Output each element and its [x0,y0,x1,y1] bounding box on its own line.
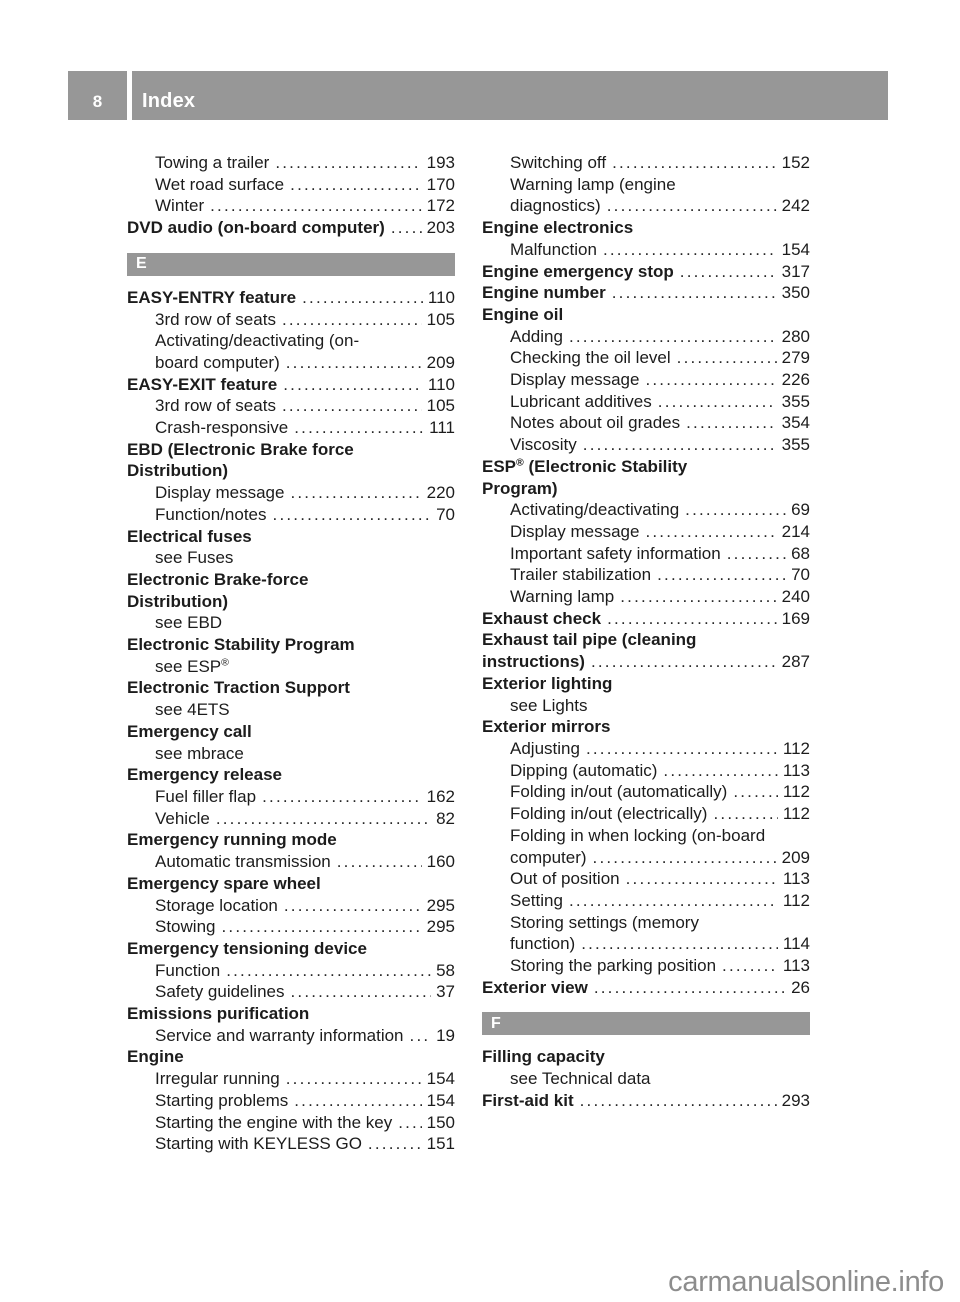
dot-leader [569,890,778,912]
index-entry [482,933,810,955]
index-entry-text: Emergency spare wheel [127,873,321,893]
index-entry-text: Electronic Stability Program [127,635,355,655]
index-entry [127,960,455,982]
index-entry-text: see Fuses [155,548,234,568]
index-entry-text: instructions) [482,652,585,672]
dot-leader [282,395,422,417]
index-column-left [127,152,455,1155]
index-entry [482,695,810,717]
page-number-ref: 110 [427,287,455,307]
index-entry [482,781,810,803]
index-entry [482,912,810,934]
index-entry [482,825,810,847]
page-number-ref: 172 [426,196,455,216]
index-entry [127,851,455,873]
index-entry [127,460,455,482]
index-entry [127,1112,455,1134]
page-number-ref: 154 [426,1069,455,1089]
page-number-ref: 37 [436,982,455,1002]
dot-leader [290,174,421,196]
dot-leader [391,217,422,239]
page-number-ref: 112 [782,804,810,824]
page-title: Index [142,90,196,112]
index-entry [127,547,455,569]
index-entry [127,504,455,526]
dot-leader [733,781,778,803]
index-content [127,152,810,1155]
dot-leader [282,309,422,331]
index-entry-text: Checking the oil level [510,348,671,368]
index-entry-text: First-aid kit [482,1090,574,1110]
dot-leader [368,1133,422,1155]
index-entry [127,195,455,217]
index-entry [127,482,455,504]
index-entry [482,586,810,608]
dot-leader [591,651,777,673]
dot-leader [569,326,777,348]
index-entry [127,699,455,721]
dot-leader [581,933,778,955]
section-header-e [127,253,455,276]
index-entry-text: diagnostics) [510,196,601,216]
dot-leader [620,586,776,608]
dot-leader [663,760,777,782]
index-entry [482,1090,810,1112]
page-number-ref: 242 [781,196,810,216]
page-number-ref: 58 [436,960,455,980]
index-entry [482,174,810,196]
index-entry-text: Safety guidelines [155,982,285,1002]
index-entry [482,152,810,174]
index-entry-text: Electronic Traction Support [127,678,350,698]
index-entry-text: Adjusting [510,738,580,758]
index-entry [127,829,455,851]
page-number-ref: 113 [782,760,810,780]
page-number-ref: 350 [781,283,810,303]
index-entry [127,808,455,830]
dot-leader [410,1025,432,1047]
page-number-ref: 154 [781,239,810,259]
index-entry [127,634,455,656]
index-entry-text: Engine number [482,283,606,303]
dot-leader [583,434,777,456]
dot-leader [286,352,422,374]
index-entry [127,1025,455,1047]
page-number-ref: 295 [426,895,455,915]
index-entry-text: Storage location [155,895,278,915]
page-number-ref: 203 [426,218,455,238]
index-entry-text: Setting [510,890,563,910]
index-entry-text: Emergency call [127,721,252,741]
dot-leader [645,521,776,543]
page-number-ref: 82 [436,808,455,828]
page-number-ref: 114 [782,934,810,954]
dot-leader [283,374,423,396]
index-entry-text: Malfunction [510,239,597,259]
page-number-ref: 193 [426,153,455,172]
dot-leader [607,195,777,217]
index-entry-text: Towing a trailer [155,153,270,172]
index-entry [127,217,455,239]
page-number-ref: 112 [782,782,810,802]
index-entry [127,330,455,352]
index-entry-text: Adding [510,326,563,346]
index-entry [127,417,455,439]
page-number-ref: 220 [426,483,455,503]
dot-leader [286,1068,422,1090]
index-entry [482,434,810,456]
index-entry [482,1046,810,1068]
index-entry-text: Fuel filler flap [155,786,257,806]
dot-leader [337,851,422,873]
dot-leader [722,955,778,977]
index-entry-text: see 4ETS [155,700,230,720]
dot-leader [275,152,421,174]
page-number-ref: 69 [791,500,810,520]
index-entry [127,352,455,374]
dot-leader [603,239,777,261]
index-entry-text: Viscosity [510,435,577,455]
page-number-ref: 19 [436,1025,455,1045]
index-entry-text: see Technical data [510,1069,651,1089]
index-entry [127,612,455,634]
page-number-badge [68,71,127,120]
index-entry [127,569,455,591]
index-entry [482,326,810,348]
index-entry-text: Irregular running [155,1069,280,1089]
section-header-f [482,1012,810,1035]
page-number-ref: 105 [426,309,455,329]
page-number-ref: 150 [426,1112,455,1132]
dot-leader [216,808,431,830]
index-entry [482,521,810,543]
index-entry [482,803,810,825]
page-number-ref: 112 [782,738,810,758]
index-entry-text: Stowing [155,917,216,937]
dot-leader [221,916,421,938]
page-number-ref: 214 [781,521,810,541]
index-entry-text: Storing settings (memory [510,912,699,932]
index-entry-text: Function/notes [155,504,267,524]
page-number-ref: 152 [781,153,810,172]
dot-leader [398,1112,421,1134]
index-entry-text: DVD audio (on-board computer) [127,218,385,238]
page-number-ref: 110 [427,374,455,394]
index-entry [127,439,455,461]
index-entry [127,1090,455,1112]
index-entry-text: Notes about oil grades [510,413,681,433]
dot-leader [273,504,432,526]
index-entry-text: Important safety information [510,543,721,563]
index-entry-text: Activating/deactivating [510,500,680,520]
dot-leader [612,152,777,174]
index-entry-text: 3rd row of seats [155,396,276,416]
index-entry [482,955,810,977]
registered-trademark-symbol: ® [516,456,524,469]
index-entry [482,1068,810,1090]
dot-leader [594,977,786,999]
index-entry-text: Exterior lighting [482,673,613,693]
page-number-ref: 105 [426,396,455,416]
index-entry-text: Storing the parking position [510,956,717,976]
index-entry-text: Engine oil [482,304,564,324]
index-entry-text: Folding in when locking (on-board [510,825,766,845]
index-entry-text: Activating/deactivating (on- [155,331,360,351]
index-entry-text: Warning lamp [510,587,615,607]
index-entry-text: Crash-responsive [155,418,289,438]
index-entry-text: Starting problems [155,1090,289,1110]
index-entry-text: Winter [155,196,205,216]
section-letter: E [136,255,147,273]
index-entry [482,608,810,630]
index-entry [482,282,810,304]
index-entry [127,152,455,174]
index-entry [127,656,455,678]
index-entry-text: see ESP® [155,656,229,676]
index-entry-text: Dipping (automatic) [510,760,658,780]
page-number-ref: 70 [791,565,810,585]
page-number-ref: 280 [781,326,810,346]
index-entry [482,760,810,782]
index-entry [127,938,455,960]
index-entry-text: Wet road surface [155,174,285,194]
index-entry-text: EASY-EXIT feature [127,374,278,394]
dot-leader [294,417,424,439]
dot-leader [727,543,786,565]
page-number-ref: 170 [426,174,455,194]
index-entry [127,591,455,613]
dot-leader [612,282,777,304]
index-entry-text: EASY-ENTRY feature [127,287,297,307]
dot-leader [226,960,431,982]
page-number-ref: 279 [781,348,810,368]
index-entry-text: Starting the engine with the key [155,1112,393,1132]
index-entry-text: Exhaust check [482,608,602,628]
page-number-ref: 160 [426,852,455,872]
index-entry [482,847,810,869]
dot-leader [290,482,421,504]
index-entry-text: Engine emergency stop [482,261,674,281]
dot-leader [686,412,777,434]
page-header [68,71,888,120]
index-entry [482,673,810,695]
section-letter: F [491,1015,501,1033]
index-entry-text: Electrical fuses [127,526,252,546]
index-entry [127,895,455,917]
index-entry [127,786,455,808]
page-number-ref: 354 [781,413,810,433]
index-entry-text: Lubricant additives [510,391,652,411]
page-number-ref: 113 [782,956,810,976]
index-entry [482,456,810,478]
index-entry-text: Emissions purification [127,1004,310,1024]
header-title-bar [132,71,888,120]
page-number-ref: 240 [781,587,810,607]
index-entry [127,395,455,417]
index-entry [482,261,810,283]
index-entry-text: Emergency tensioning device [127,938,367,958]
index-entry [482,347,810,369]
index-entry [127,1046,455,1068]
index-entry [482,868,810,890]
index-entry-text: Distribution) [127,591,229,611]
index-entry-text: see Lights [510,695,588,715]
page-number-ref: 26 [791,977,810,997]
page-number-ref: 317 [781,261,810,281]
page-number-ref: 209 [426,352,455,372]
index-entry-text: 3rd row of seats [155,309,276,329]
index-entry-text: Trailer stabilization [510,565,652,585]
index-entry-text: Display message [510,370,640,390]
index-entry [127,526,455,548]
index-entry [482,564,810,586]
index-entry [127,1068,455,1090]
index-entry [127,1133,455,1155]
page-number-ref: 169 [781,608,810,628]
index-entry [127,174,455,196]
page-number-ref: 355 [781,435,810,455]
dot-leader [645,369,776,391]
index-entry-text: Display message [510,521,640,541]
page-number-ref: 293 [781,1090,810,1110]
index-entry-text: Switching off [510,153,607,172]
dot-leader [580,1090,777,1112]
dot-leader [593,847,777,869]
dot-leader [290,981,431,1003]
index-entry [127,374,455,396]
dot-leader [658,391,777,413]
page-number-ref: 287 [781,652,810,672]
page-number-ref: 162 [426,786,455,806]
index-entry [482,369,810,391]
index-entry [482,239,810,261]
page-number-ref: 226 [781,370,810,390]
dot-leader [586,738,778,760]
index-entry [127,916,455,938]
index-entry-text: Service and warranty information [155,1025,404,1045]
index-entry [127,721,455,743]
page-number-ref: 68 [791,543,810,563]
index-entry [127,873,455,895]
index-entry-text: Automatic transmission [155,852,331,872]
page-number-ref: 112 [782,890,810,910]
index-entry-text: board computer) [155,352,280,372]
index-entry-text: EBD (Electronic Brake force [127,439,354,459]
page-number-ref: 111 [429,418,455,438]
index-entry-text: Emergency release [127,765,282,785]
index-entry [482,499,810,521]
index-entry [482,629,810,651]
index-entry [482,391,810,413]
dot-leader [685,499,786,521]
dot-leader [626,868,778,890]
index-entry-text: Filling capacity [482,1047,605,1067]
dot-leader [294,1090,421,1112]
index-entry-text: Exterior mirrors [482,717,611,737]
index-entry-text: Vehicle [155,808,210,828]
index-entry-text: Engine [127,1047,184,1067]
dot-leader [713,803,777,825]
index-entry-text: Engine electronics [482,218,634,238]
index-entry [127,743,455,765]
dot-leader [607,608,777,630]
index-entry-text: Distribution) [127,461,229,481]
index-entry [482,412,810,434]
index-entry-text: Program) [482,478,558,498]
index-entry [482,478,810,500]
registered-trademark-symbol: ® [221,656,229,669]
page-number-ref: 209 [781,847,810,867]
index-entry [482,890,810,912]
dot-leader [262,786,422,808]
page-number: 8 [92,92,103,111]
index-entry [482,217,810,239]
index-entry [127,764,455,786]
index-entry-text: ESP® (Electronic Stability [482,456,688,476]
dot-leader [657,564,786,586]
index-entry [482,543,810,565]
index-entry-text: Out of position [510,869,620,889]
index-entry-text: see EBD [155,613,223,633]
dot-leader [677,347,777,369]
dot-leader [302,287,423,309]
page-number-ref: 295 [426,917,455,937]
watermark: carmanualsonline.info [668,1266,944,1298]
index-entry-text: function) [510,934,576,954]
index-entry [127,981,455,1003]
index-entry-text: Emergency running mode [127,830,337,850]
page-number-ref: 151 [426,1134,455,1154]
index-entry [482,716,810,738]
dot-leader [210,195,422,217]
index-entry-text: Display message [155,483,285,503]
index-entry [127,1003,455,1025]
index-entry [482,738,810,760]
index-entry [127,309,455,331]
index-entry-text: Folding in/out (electrically) [510,804,708,824]
page-number-ref: 355 [781,391,810,411]
dot-leader [680,261,777,283]
index-entry [482,977,810,999]
index-entry-text: Electronic Brake-force [127,569,309,589]
index-column-right [482,152,810,1155]
index-entry-text: Warning lamp (engine [510,174,676,194]
page-number-ref: 154 [426,1090,455,1110]
index-entry-text: Exterior view [482,977,588,997]
index-entry [482,195,810,217]
index-entry-text: Folding in/out (automatically) [510,782,728,802]
index-entry-text: see mbrace [155,743,244,763]
index-entry [127,287,455,309]
index-entry-text: Exhaust tail pipe (cleaning [482,630,697,650]
index-entry [127,677,455,699]
index-entry [482,651,810,673]
index-entry-text: Function [155,960,221,980]
index-entry-text: computer) [510,847,587,867]
index-entry-text: Starting with KEYLESS GO [155,1134,362,1154]
page-number-ref: 113 [782,869,810,889]
dot-leader [284,895,422,917]
page-number-ref: 70 [436,504,455,524]
index-entry [482,304,810,326]
